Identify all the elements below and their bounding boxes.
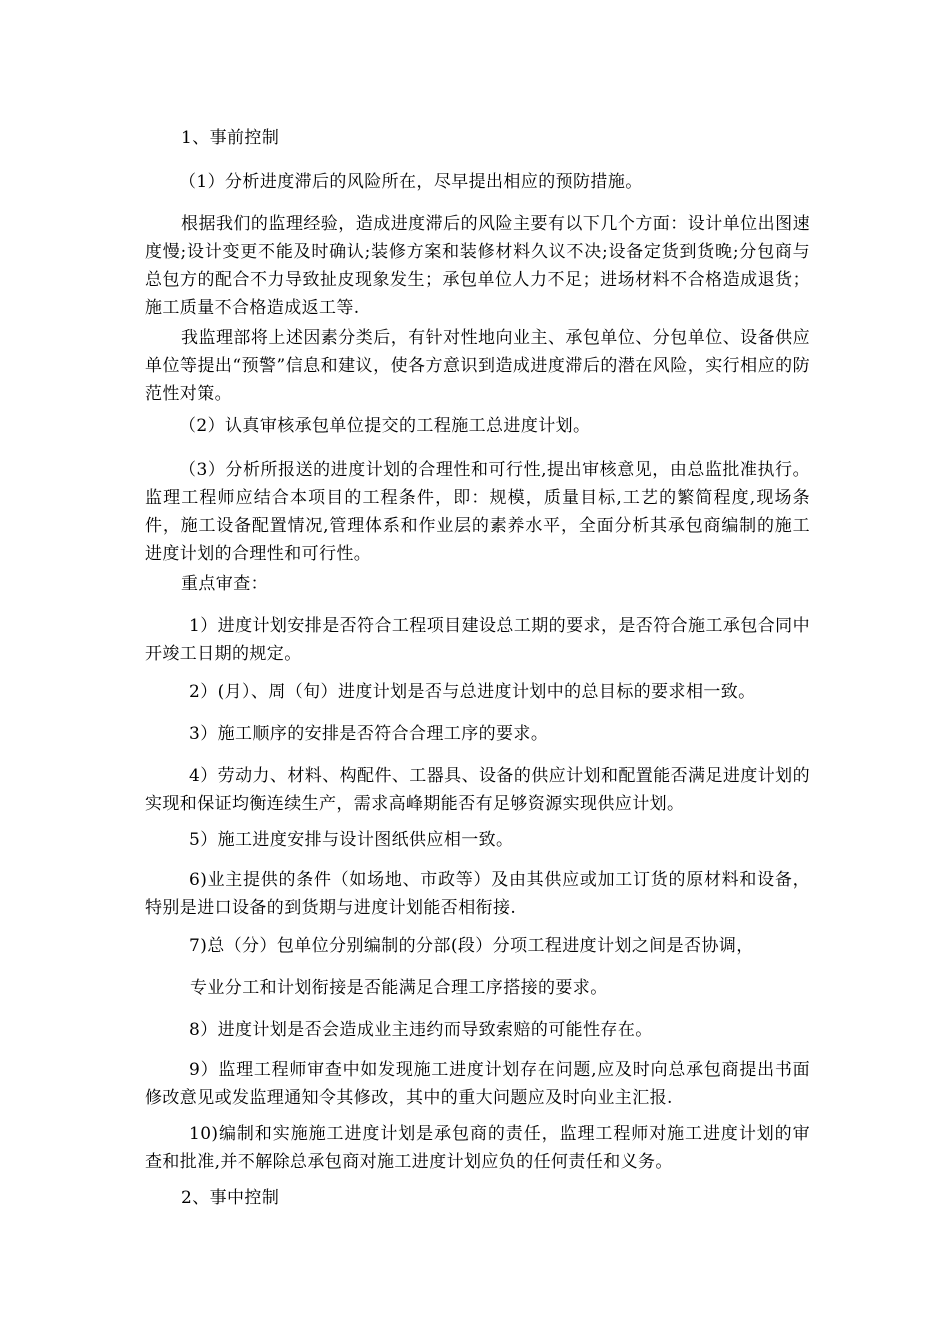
paragraph-risk-analysis: （1）分析进度滞后的风险所在，尽早提出相应的预防措施。: [179, 172, 643, 192]
list-item-10: 10)编制和实施施工进度计划是承包商的责任，监理工程师对施工进度计划的审查和批准,并不解除总承包商对施工进度计划应负的任何责任和义务。: [145, 1124, 810, 1172]
paragraph-warning-measures: 我监理部将上述因素分类后，有针对性地向业主、承包单位、分包单位、设备供应单位等提出“预警”信息和建议，使各方意识到造成进度滞后的潜在风险，实行相应的防范性对策。: [145, 328, 810, 404]
list-item-6: 6)业主提供的条件（如场地、市政等）及由其供应或加工订货的原材料和设备，特别是进口设备的到货期与进度计划能否相衔接.: [145, 870, 810, 918]
section-heading-in-process-control: 2、事中控制: [181, 1188, 280, 1208]
paragraph-key-review-title: 重点审查：: [181, 574, 268, 594]
list-item-7: 7)总（分）包单位分别编制的分部(段）分项工程进度计划之间是否协调，: [189, 936, 754, 956]
list-item-9: 9）监理工程师审查中如发现施工进度计划存在问题,应及时向总承包商提出书面修改意见或发监理通知令其修改，其中的重大问题应及时向业主汇报.: [145, 1060, 810, 1108]
list-item-1: 1）进度计划安排是否符合工程项目建设总工期的要求，是否符合施工承包合同中开竣工日期的规定。: [145, 616, 810, 664]
list-item-4: 4）劳动力、材料、构配件、工器具、设备的供应计划和配置能否满足进度计划的实现和保证均衡连续生产，需求高峰期能否有足够资源实现供应计划。: [145, 766, 810, 814]
list-item-8: 8）进度计划是否会造成业主违约而导致索赔的可能性存在。: [189, 1020, 653, 1040]
list-item-3: 3）施工顺序的安排是否符合合理工序的要求。: [189, 724, 549, 744]
paragraph-risk-factors: 根据我们的监理经验，造成进度滞后的风险主要有以下几个方面：设计单位出图速度慢;设计变更不能及时确认;装修方案和装修材料久议不决;设备定货到货晚;分包商与总包方的配合不力导致扯皮现象发生；承包单位人力不足；进场材料不合格造成退货；施工质量不合格造成返工等.: [145, 214, 810, 318]
paragraph-review-schedule: （2）认真审核承包单位提交的工程施工总进度计划。: [179, 416, 591, 436]
section-heading-pre-control: 1、事前控制: [181, 128, 280, 148]
paragraph-feasibility-analysis: （3）分析所报送的进度计划的合理性和可行性,提出审核意见，由总监批准执行。监理工程师应结合本项目的工程条件，即：规模，质量目标,工艺的繁简程度,现场条件，施工设备配置情况,管理体系和作业层的素养水平，全面分析其承包商编制的施工进度计划的合理性和可行性。: [145, 460, 810, 564]
list-item-2: 2）(月）、周（旬）进度计划是否与总进度计划中的总目标的要求相一致。: [189, 682, 756, 702]
list-item-5: 5）施工进度安排与设计图纸供应相一致。: [189, 830, 514, 850]
list-item-7-continued: 专业分工和计划衔接是否能满足合理工序搭接的要求。: [190, 978, 608, 998]
